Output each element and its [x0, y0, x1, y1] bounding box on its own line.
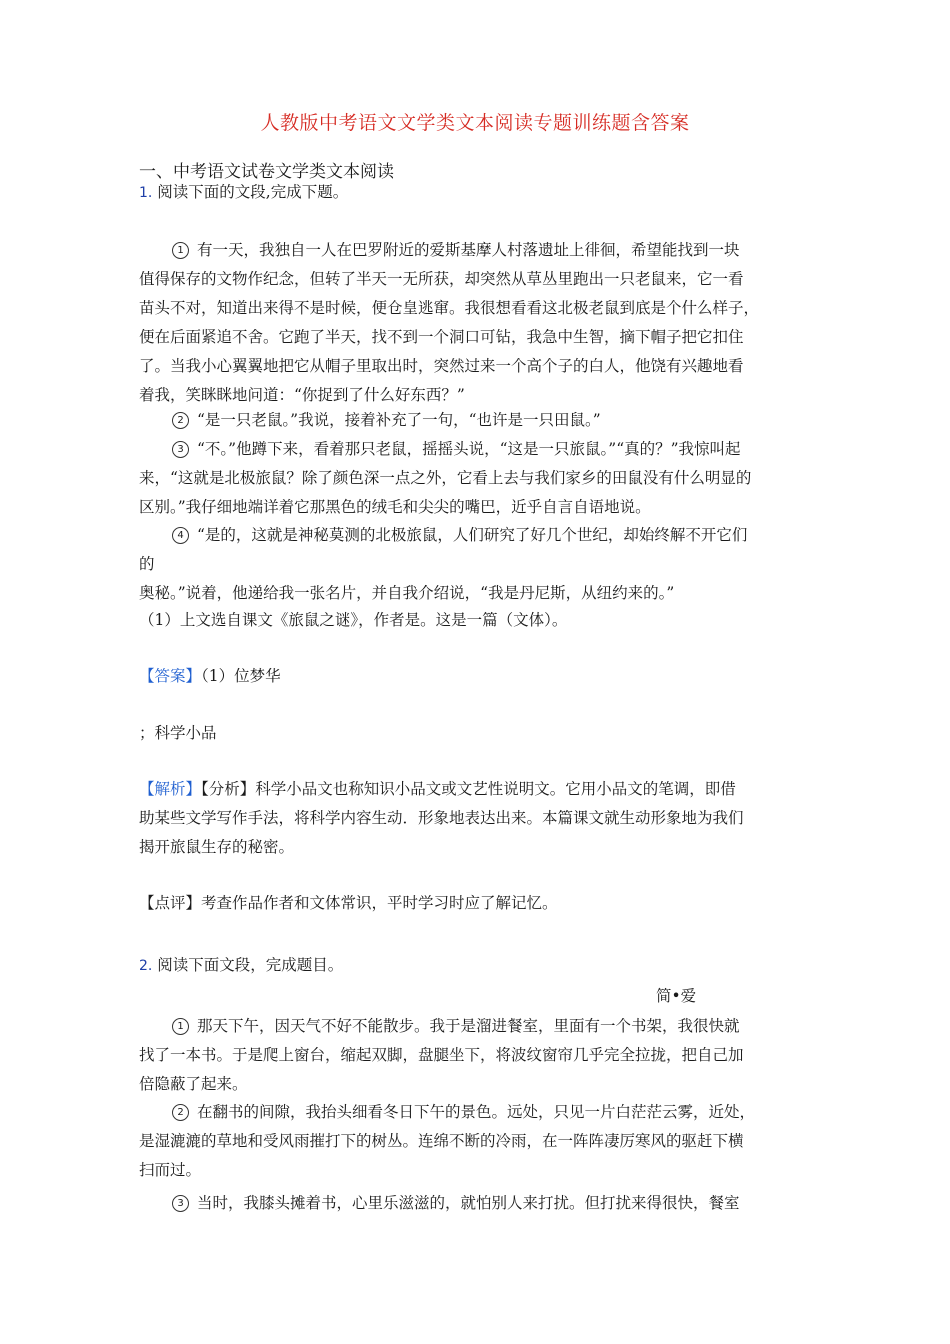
q1-paragraph-3 [139, 435, 819, 522]
paragraph-line: 奥秘。”说着，他递给我一张名片，并自我介绍说，“我是丹尼斯，从纽约来的。” [139, 584, 675, 602]
paragraph-line: 值得保存的文物作纪念，但转了半天一无所获，却突然从草丛里跑出一只老鼠来，它一看 [139, 270, 744, 288]
q1-paragraph-4 [139, 521, 819, 608]
section-heading: 一、中考语文试卷文学类文本阅读 [139, 162, 394, 182]
paragraph-line: 苗头不对，知道出来得不是时候，便仓皇逃窜。我很想看看这北极老鼠到底是个什么样子， [139, 299, 760, 317]
paragraph-line: 3 当时，我膝头摊着书，心里乐滋滋的，就怕别人来打扰。但打扰来得很快，餐室 [139, 1189, 819, 1218]
q2-paragraph-1 [139, 1012, 819, 1099]
question-prompt: 阅读下面文段，完成题目。 [157, 956, 344, 974]
paragraph-line: 4 “是的，这就是神秘莫测的北极旅鼠，人们研究了好几个世纪，却始终解不开它们 [139, 521, 819, 550]
paragraph-line: 倍隐蔽了起来。 [139, 1075, 248, 1093]
question-prompt: 阅读下面的文段,完成下题。 [157, 183, 349, 201]
page-title: 人教版中考语文文学类文本阅读专题训练题含答案 [260, 112, 690, 134]
paragraph-line: 找了一本书。于是爬上窗台，缩起双脚，盘腿坐下，将波纹窗帘几乎完全拉拢，把自己加 [139, 1046, 744, 1064]
paragraph-line: 是湿漉漉的草地和受风雨摧打下的树丛。连绵不断的冷雨，在一阵阵凄厉寒风的驱赶下横 [139, 1132, 744, 1150]
circled-number: 4 [172, 527, 189, 544]
analysis-line: 【解析】【分析】科学小品文也称知识小品文或文艺性说明文。它用小品文的笔调，即借 [139, 780, 736, 798]
circled-number: 2 [172, 1104, 189, 1121]
paragraph-line: 便在后面紧追不舍。它跑了半天，找不到一个洞口可钻，我急中生智，摘下帽子把它扣住 [139, 328, 744, 346]
circled-number: 1 [172, 242, 189, 259]
analysis [139, 775, 819, 862]
circled-number: 3 [172, 1195, 189, 1212]
paragraph-line: 来，“这就是北极旅鼠？除了颜色深一点之外，它看上去与我们家乡的田鼠没有什么明显的 [139, 469, 752, 487]
paragraph-line: 1 有一天，我独自一人在巴罗附近的爱斯基摩人村落遗址上徘徊，希望能找到一块 [139, 236, 819, 265]
paragraph-line: 1 那天下午，因天气不好不能散步。我于是溜进餐室，里面有一个书架，我很快就 [139, 1012, 819, 1041]
paragraph-line: 着我，笑眯眯地问道：“你捉到了什么好东西？” [139, 386, 465, 404]
paragraph-line: 的 [139, 555, 155, 573]
q1-paragraph-2 [139, 406, 819, 435]
analysis-line: 揭开旅鼠生存的秘密。 [139, 838, 295, 856]
question-number: 2. [139, 958, 153, 974]
circled-number: 3 [172, 441, 189, 458]
q2-paragraph-2 [139, 1098, 819, 1185]
answer-text: （1）位梦华 [201, 667, 281, 685]
circled-number: 2 [172, 412, 189, 429]
q1-paragraph-1 [139, 236, 819, 410]
q2-paragraph-3 [139, 1189, 819, 1218]
paragraph-line: 区别。”我仔细地端详着它那黑色的绒毛和尖尖的嘴巴，近乎自言自语地说。 [139, 498, 651, 516]
paragraph-line: 2 “是一只老鼠。”我说，接着补充了一句，“也许是一只田鼠。” [139, 406, 819, 435]
comment: 【点评】考查作品作者和文体常识，平时学习时应了解记忆。 [139, 894, 558, 912]
paragraph-line: 扫而过。 [139, 1161, 202, 1179]
answer [139, 662, 819, 691]
paragraph-line: 3 “不。”他蹲下来，看着那只老鼠，摇摇头说，“这是一只旅鼠。”“真的？”我惊叫起 [139, 435, 819, 464]
answer-tag: 【答案】 [139, 667, 202, 685]
question-number: 1. [139, 185, 153, 201]
analysis-tag: 【解析】 [139, 780, 202, 798]
analysis-line: 助某些文学写作手法，将科学内容生动．形象地表达出来。本篇课文就生动形象地为我们 [139, 809, 744, 827]
question-2-header [139, 951, 819, 981]
question-1-header [139, 178, 819, 208]
sub-question: （1）上文选自课文《旅鼠之谜》，作者是。这是一篇（文体）。 [139, 611, 568, 629]
circled-number: 1 [172, 1018, 189, 1035]
paragraph-line: 了。当我小心翼翼地把它从帽子里取出时，突然过来一个高个子的白人，他饶有兴趣地看 [139, 357, 744, 375]
author-name: 简•爱 [656, 987, 697, 1005]
answer-continued: ；科学小品 [139, 724, 217, 742]
paragraph-line: 2 在翻书的间隙，我抬头细看冬日下午的景色。远处，只见一片白茫茫云雾，近处， [139, 1098, 819, 1127]
